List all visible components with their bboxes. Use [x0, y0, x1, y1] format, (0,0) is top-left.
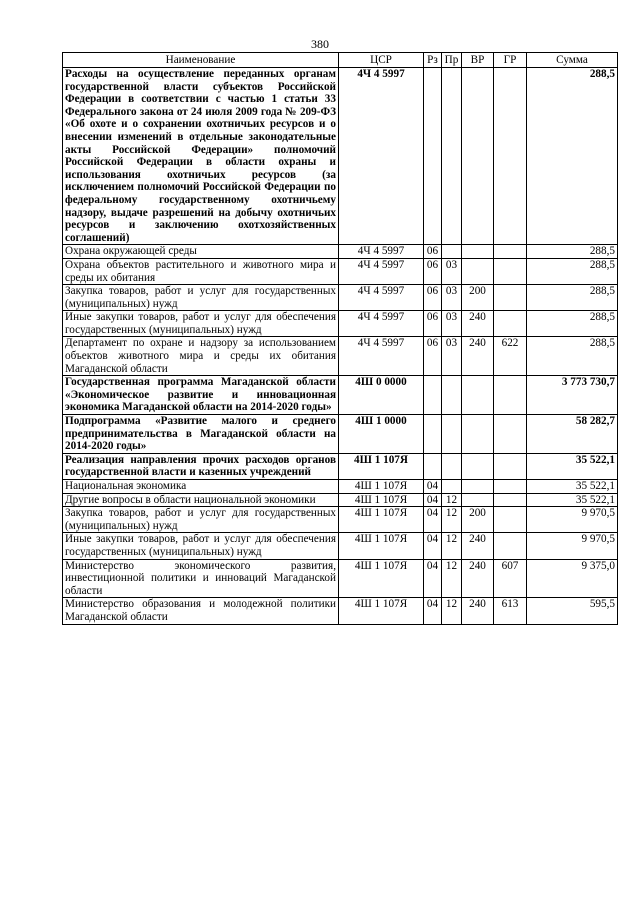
cell-csr: 4Ч 4 5997: [339, 245, 424, 259]
header-rz: Рз: [424, 53, 442, 68]
cell-csr: 4Ш 1 107Я: [339, 493, 424, 507]
table-row: [63, 415, 618, 454]
cell-rz: [424, 376, 442, 415]
cell-gr: [494, 376, 527, 415]
cell-pr: 03: [442, 258, 462, 284]
cell-gr: 607: [494, 559, 527, 598]
table-row: [63, 480, 618, 494]
cell-pr: [442, 415, 462, 454]
cell-pr: 12: [442, 493, 462, 507]
cell-csr: 4Ш 1 107Я: [339, 559, 424, 598]
cell-rz: 04: [424, 598, 442, 624]
cell-sum: 595,5: [527, 598, 618, 624]
cell-sum: 288,5: [527, 311, 618, 337]
cell-sum: 288,5: [527, 68, 618, 245]
header-pr: Пр: [442, 53, 462, 68]
cell-gr: [494, 415, 527, 454]
cell-rz: [424, 68, 442, 245]
cell-gr: [494, 453, 527, 479]
cell-vr: 240: [462, 337, 494, 376]
cell-sum: 35 522,1: [527, 480, 618, 494]
cell-pr: [442, 68, 462, 245]
cell-rz: [424, 415, 442, 454]
cell-vr: [462, 258, 494, 284]
cell-csr: 4Ч 4 5997: [339, 258, 424, 284]
cell-csr: 4Ч 4 5997: [339, 311, 424, 337]
cell-csr: 4Ш 1 107Я: [339, 507, 424, 533]
cell-vr: 200: [462, 507, 494, 533]
cell-rz: 06: [424, 311, 442, 337]
cell-gr: 622: [494, 337, 527, 376]
cell-name: Министерство образования и молодежной политики Магаданской области: [63, 598, 339, 624]
cell-sum: 288,5: [527, 245, 618, 259]
cell-vr: [462, 376, 494, 415]
cell-pr: [442, 453, 462, 479]
cell-pr: [442, 480, 462, 494]
cell-name: Реализация направления прочих расходов органов государственной власти и казенных учреждений: [63, 453, 339, 479]
cell-name: Охрана окружающей среды: [63, 245, 339, 259]
cell-csr: 4Ш 1 107Я: [339, 598, 424, 624]
cell-csr: 4Ч 4 5997: [339, 285, 424, 311]
table-header-row: [63, 53, 618, 68]
cell-rz: 04: [424, 493, 442, 507]
cell-rz: 04: [424, 559, 442, 598]
cell-gr: [494, 258, 527, 284]
table-row: [63, 337, 618, 376]
cell-csr: 4Ш 0 0000: [339, 376, 424, 415]
cell-vr: 240: [462, 533, 494, 559]
cell-name: Государственная программа Магаданской области «Экономическое развитие и инновационная экономика Магаданской области на 2014-2020 годы»: [63, 376, 339, 415]
cell-sum: 3 773 730,7: [527, 376, 618, 415]
cell-vr: 240: [462, 598, 494, 624]
cell-name: Иные закупки товаров, работ и услуг для обеспечения государственных (муниципальных) нужд: [63, 533, 339, 559]
cell-csr: 4Ш 1 107Я: [339, 480, 424, 494]
cell-vr: [462, 493, 494, 507]
header-gr: ГР: [494, 53, 527, 68]
cell-sum: 288,5: [527, 285, 618, 311]
cell-name: Закупка товаров, работ и услуг для государственных (муниципальных) нужд: [63, 285, 339, 311]
table-row: [63, 533, 618, 559]
cell-name: Закупка товаров, работ и услуг для государственных (муниципальных) нужд: [63, 507, 339, 533]
header-vr: ВР: [462, 53, 494, 68]
table-row: [63, 258, 618, 284]
cell-gr: [494, 311, 527, 337]
cell-csr: 4Ч 4 5997: [339, 337, 424, 376]
cell-rz: 04: [424, 533, 442, 559]
cell-vr: 240: [462, 311, 494, 337]
cell-rz: 06: [424, 337, 442, 376]
cell-sum: 58 282,7: [527, 415, 618, 454]
cell-csr: 4Ш 1 0000: [339, 415, 424, 454]
cell-name: Подпрограмма «Развитие малого и среднего предпринимательства в Магаданской области на 2014-2020 годы»: [63, 415, 339, 454]
table-row: [63, 245, 618, 259]
cell-vr: [462, 453, 494, 479]
cell-pr: 12: [442, 533, 462, 559]
header-csr: ЦСР: [339, 53, 424, 68]
cell-csr: 4Ч 4 5997: [339, 68, 424, 245]
cell-rz: 06: [424, 245, 442, 259]
cell-gr: [494, 507, 527, 533]
cell-sum: 9 375,0: [527, 559, 618, 598]
table-row: [63, 311, 618, 337]
cell-gr: [494, 68, 527, 245]
table-row: [63, 285, 618, 311]
table-row: [63, 453, 618, 479]
cell-rz: 04: [424, 507, 442, 533]
cell-sum: 288,5: [527, 337, 618, 376]
cell-csr: 4Ш 1 107Я: [339, 533, 424, 559]
cell-vr: [462, 415, 494, 454]
cell-name: Иные закупки товаров, работ и услуг для обеспечения государственных (муниципальных) нужд: [63, 311, 339, 337]
cell-pr: 12: [442, 507, 462, 533]
cell-name: Министерство экономического развития, инвестиционной политики и инноваций Магаданской области: [63, 559, 339, 598]
cell-vr: 240: [462, 559, 494, 598]
cell-name: Охрана объектов растительного и животного мира и среды их обитания: [63, 258, 339, 284]
table-row: [63, 68, 618, 245]
cell-name: Национальная экономика: [63, 480, 339, 494]
cell-rz: 06: [424, 258, 442, 284]
cell-rz: 06: [424, 285, 442, 311]
budget-table: [62, 52, 618, 625]
cell-sum: 35 522,1: [527, 493, 618, 507]
cell-gr: 613: [494, 598, 527, 624]
cell-name: Расходы на осуществление переданных органам государственной власти субъектов Российской Федерации в соответствии с частью 1 статьи 33 Федерального закона от 24 июля 2009 года № 209-ФЗ «Об охоте и о сохранении охотничьих ресурсов и о внесении изменений в отдельные законодательные акты Российской Федерации» полномочий Российской Федерации в области охраны и использования охотничьих ресурсов (за исключением полномочий Российской Федерации по федеральному государственному охотничьему надзору, выдаче разрешений на добычу охотничьих ресурсов и заключению охотхозяйственных соглашений): [63, 68, 339, 245]
cell-rz: 04: [424, 480, 442, 494]
cell-pr: [442, 376, 462, 415]
cell-sum: 288,5: [527, 258, 618, 284]
cell-rz: [424, 453, 442, 479]
cell-name: Департамент по охране и надзору за использованием объектов животного мира и среды их обитания Магаданской области: [63, 337, 339, 376]
table-row: [63, 598, 618, 624]
cell-name: Другие вопросы в области национальной экономики: [63, 493, 339, 507]
cell-pr: 12: [442, 598, 462, 624]
table-row: [63, 559, 618, 598]
header-sum: Сумма: [527, 53, 618, 68]
cell-gr: [494, 533, 527, 559]
cell-gr: [494, 285, 527, 311]
cell-vr: 200: [462, 285, 494, 311]
cell-sum: 9 970,5: [527, 507, 618, 533]
cell-pr: 12: [442, 559, 462, 598]
cell-sum: 9 970,5: [527, 533, 618, 559]
cell-pr: 03: [442, 285, 462, 311]
cell-vr: [462, 245, 494, 259]
cell-vr: [462, 480, 494, 494]
cell-pr: 03: [442, 337, 462, 376]
cell-pr: 03: [442, 311, 462, 337]
cell-gr: [494, 480, 527, 494]
page-number: 380: [311, 37, 329, 51]
table-row: [63, 376, 618, 415]
cell-pr: [442, 245, 462, 259]
table-row: [63, 507, 618, 533]
table-row: [63, 493, 618, 507]
cell-gr: [494, 493, 527, 507]
header-name: Наименование: [63, 53, 339, 68]
cell-csr: 4Ш 1 107Я: [339, 453, 424, 479]
cell-vr: [462, 68, 494, 245]
cell-gr: [494, 245, 527, 259]
cell-sum: 35 522,1: [527, 453, 618, 479]
